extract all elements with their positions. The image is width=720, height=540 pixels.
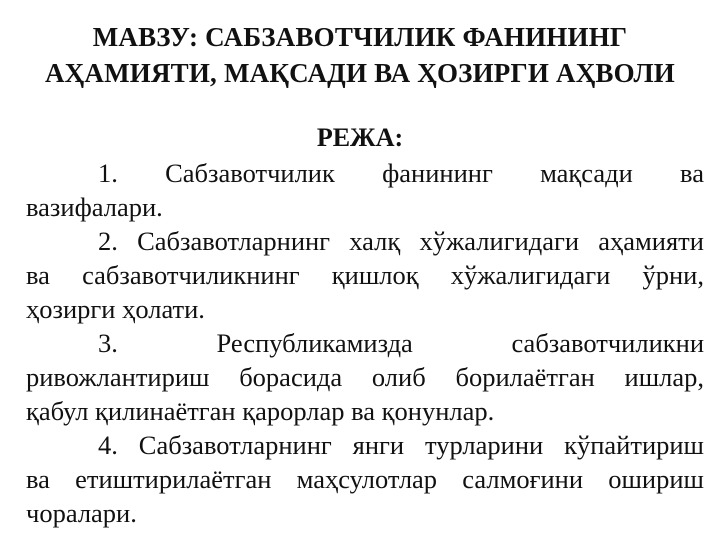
plan-item-word: ва: [680, 158, 704, 188]
plan-item-word: Республикамизда: [216, 328, 413, 358]
plan-item-2-line-3: [26, 292, 704, 326]
plan-item-word: ишлар,: [624, 362, 704, 392]
title-line-2: АҲАМИЯТИ, МАҚСАДИ ВА ҲОЗИРГИ АҲВОЛИ: [44, 58, 676, 88]
plan-item-number: 1.: [98, 158, 118, 188]
plan-item-word: салмоғини: [462, 464, 584, 494]
plan-item-3-line-3: [26, 394, 704, 428]
plan-item-word: маҳсулотлар: [296, 464, 438, 494]
plan-item-2-line-2: [26, 258, 704, 292]
plan-item-word: кўпайтириш: [564, 430, 704, 460]
plan-item-word: янги: [352, 430, 405, 460]
plan-item-3-line-1: [26, 326, 704, 360]
plan-item-word: халқ: [349, 226, 401, 256]
plan-item-word: етиштирилаётган: [75, 464, 272, 494]
plan-item-text: қабул қилинаётган қарорлар ва қонунлар.: [26, 396, 495, 426]
plan-item-number: 2.: [98, 226, 118, 256]
plan-item-1-line-1: [26, 156, 704, 190]
plan-item-text: ҳозирги ҳолати.: [26, 294, 205, 324]
plan-item-2-line-1: [26, 224, 704, 258]
plan-item-word: Сабзавотларнинг: [137, 226, 331, 256]
plan-item-word: сабзавотчиликни: [511, 328, 704, 358]
plan-item-4-line-1: [26, 428, 704, 462]
plan-item-word: турларини: [425, 430, 544, 460]
title-line-1: МАВЗУ: САБЗАВОТЧИЛИК ФАНИНИНГ: [92, 22, 628, 52]
plan-item-word: аҳамияти: [598, 226, 704, 256]
plan-item-3-line-2: [26, 360, 704, 394]
plan-item-word: қишлоқ: [331, 260, 419, 290]
plan-item-word: сабзавотчиликнинг: [82, 260, 300, 290]
plan-item-word: ошириш: [608, 464, 704, 494]
plan-item-word: Сабзавотчилик: [165, 158, 335, 188]
plan-item-word: ривожлантириш: [26, 362, 210, 392]
plan-item-word: ва: [26, 464, 50, 494]
plan-item-word: фанининг: [382, 158, 493, 188]
plan-item-word: хўжалигидаги: [419, 226, 580, 256]
plan-item-word: ва: [26, 260, 50, 290]
plan-item-word: борилаётган: [455, 362, 595, 392]
plan-item-4-line-3: [26, 496, 704, 530]
plan-item-word: олиб: [371, 362, 426, 392]
plan-heading: РЕЖА:: [316, 123, 404, 152]
plan-item-word: ўрни,: [642, 260, 704, 290]
plan-item-1-line-2: [26, 190, 704, 224]
plan-item-word: борасида: [239, 362, 343, 392]
plan-item-text: вазифалари.: [26, 192, 163, 222]
plan-item-word: хўжалигидаги: [450, 260, 611, 290]
plan-item-text: чоралари.: [26, 498, 137, 528]
plan-item-word: мақсади: [540, 158, 633, 188]
plan-item-word: Сабзавотларнинг: [138, 430, 332, 460]
plan-item-4-line-2: [26, 462, 704, 496]
plan-item-number: 4.: [98, 430, 118, 460]
plan-item-number: 3.: [98, 328, 118, 358]
